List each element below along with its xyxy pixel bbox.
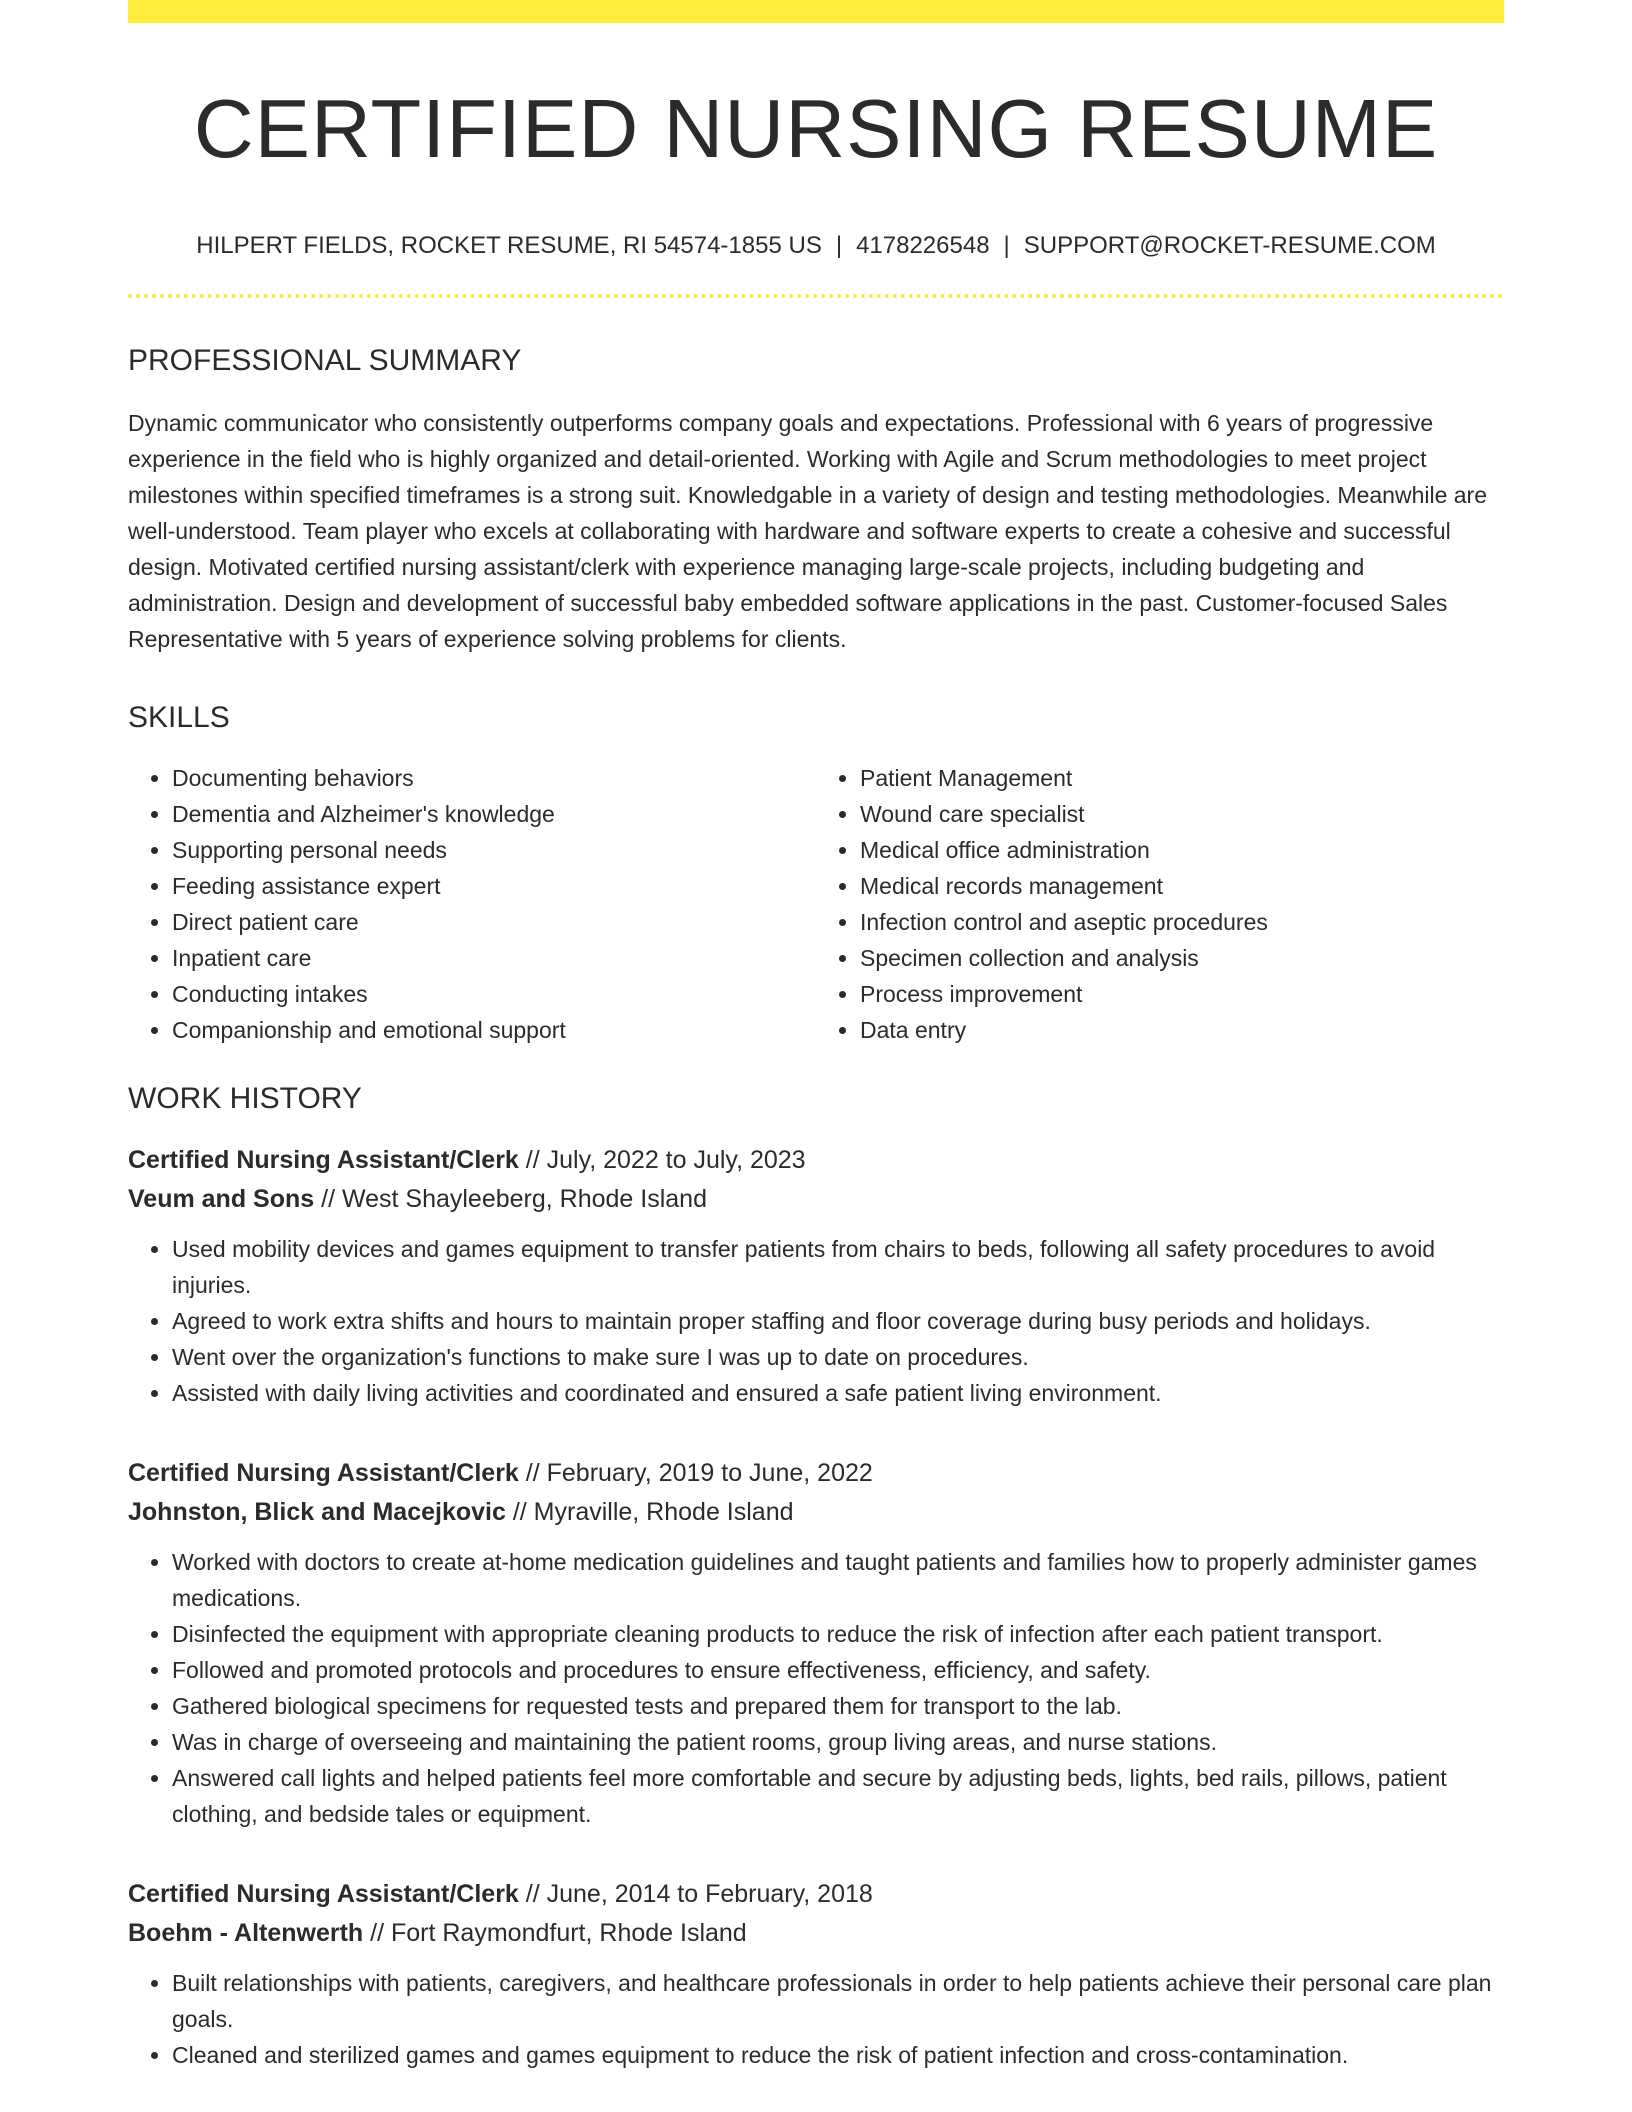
skill-item: • Infection control and aseptic procedures xyxy=(860,904,1504,940)
duty-item: • Disinfected the equipment with appropriate cleaning products to reduce the risk of infection after each patient transport. xyxy=(172,1616,1504,1652)
duty-item: • Was in charge of overseeing and maintaining the patient rooms, group living areas, and nurse stations. xyxy=(172,1724,1504,1760)
job-dates: // July, 2022 to July, 2023 xyxy=(518,1146,806,1174)
job-location: // West Shayleeberg, Rhode Island xyxy=(314,1185,707,1213)
summary-heading: PROFESSIONAL SUMMARY xyxy=(128,344,522,377)
duty-item: • Used mobility devices and games equipment to transfer patients from chairs to beds, following all safety procedures to avoid injuries. xyxy=(172,1231,1504,1303)
duty-item: • Went over the organization's functions to make sure I was up to date on procedures. xyxy=(172,1339,1504,1375)
job-title-line xyxy=(128,1875,1504,1914)
duty-item: • Worked with doctors to create at-home medication guidelines and taught patients and families how to properly administer games medications. xyxy=(172,1544,1504,1616)
job-company-line xyxy=(128,1493,1504,1532)
accent-bar xyxy=(128,0,1504,23)
job-entry xyxy=(128,1454,1504,1832)
skill-item: • Documenting behaviors xyxy=(172,760,816,796)
skills-list-left xyxy=(128,760,816,1048)
skill-item: • Specimen collection and analysis xyxy=(860,940,1504,976)
job-location: // Myraville, Rhode Island xyxy=(505,1498,794,1526)
job-company: Johnston, Blick and Macejkovic xyxy=(128,1498,506,1526)
skill-item: • Inpatient care xyxy=(172,940,816,976)
job-entry xyxy=(128,1875,1504,2073)
skills-heading: SKILLS xyxy=(128,701,230,734)
job-dates: // June, 2014 to February, 2018 xyxy=(518,1880,873,1908)
duty-item: • Cleaned and sterilized games and games equipment to reduce the risk of patient infection and cross-contamination. xyxy=(172,2037,1504,2073)
skill-item: • Supporting personal needs xyxy=(172,832,816,868)
contact-separator: | xyxy=(835,232,843,259)
skill-item: • Feeding assistance expert xyxy=(172,868,816,904)
skill-item: • Wound care specialist xyxy=(860,796,1504,832)
skill-item: • Dementia and Alzheimer's knowledge xyxy=(172,796,816,832)
skill-item: • Data entry xyxy=(860,1012,1504,1048)
duty-item: • Followed and promoted protocols and procedures to ensure effectiveness, efficiency, and safety. xyxy=(172,1652,1504,1688)
job-title: Certified Nursing Assistant/Clerk xyxy=(128,1459,519,1487)
contact-phone: 4178226548 xyxy=(856,232,990,259)
skill-item: • Patient Management xyxy=(860,760,1504,796)
contact-line xyxy=(128,234,1504,258)
job-company-line xyxy=(128,1914,1504,1953)
skill-item: • Process improvement xyxy=(860,976,1504,1012)
job-title: Certified Nursing Assistant/Clerk xyxy=(128,1880,519,1908)
page-title: CERTIFIED NURSING RESUME xyxy=(193,82,1439,175)
job-duties xyxy=(128,1965,1504,2073)
job-title-line xyxy=(128,1141,1504,1180)
job-title: Certified Nursing Assistant/Clerk xyxy=(128,1146,519,1174)
duty-item: • Built relationships with patients, caregivers, and healthcare professionals in order to help patients achieve their personal care plan goals. xyxy=(172,1965,1504,2037)
job-company-line xyxy=(128,1180,1504,1219)
job-company: Veum and Sons xyxy=(128,1185,315,1213)
skill-item: • Medical office administration xyxy=(860,832,1504,868)
resume-page xyxy=(128,0,1504,2073)
job-company: Boehm - Altenwerth xyxy=(128,1919,364,1947)
job-duties xyxy=(128,1231,1504,1411)
header-divider xyxy=(128,294,1504,298)
job-title-line xyxy=(128,1454,1504,1493)
skill-item: • Companionship and emotional support xyxy=(172,1012,816,1048)
skill-item: • Conducting intakes xyxy=(172,976,816,1012)
work-history-heading: WORK HISTORY xyxy=(128,1082,362,1115)
skill-item: • Direct patient care xyxy=(172,904,816,940)
skills-list-right xyxy=(816,760,1504,1048)
job-duties xyxy=(128,1544,1504,1832)
skills-grid xyxy=(128,760,1504,1048)
duty-item: • Assisted with daily living activities and coordinated and ensured a safe patient living environment. xyxy=(172,1375,1504,1411)
contact-separator: | xyxy=(1003,232,1010,259)
contact-email: SUPPORT@ROCKET-RESUME.COM xyxy=(1023,232,1436,259)
job-entry xyxy=(128,1141,1504,1411)
duty-item: • Agreed to work extra shifts and hours to maintain proper staffing and floor coverage during busy periods and holidays. xyxy=(172,1303,1504,1339)
job-location: // Fort Raymondfurt, Rhode Island xyxy=(363,1919,747,1947)
skill-item: • Medical records management xyxy=(860,868,1504,904)
contact-address: HILPERT FIELDS, ROCKET RESUME, RI 54574-1855 US xyxy=(196,232,822,259)
duty-item: • Gathered biological specimens for requested tests and prepared them for transport to the lab. xyxy=(172,1688,1504,1724)
job-dates: // February, 2019 to June, 2022 xyxy=(518,1459,873,1487)
duty-item: • Answered call lights and helped patients feel more comfortable and secure by adjusting beds, lights, bed rails, pillows, patient clothing, and bedside tales or equipment. xyxy=(172,1760,1504,1832)
summary-text: Dynamic communicator who consistently outperforms company goals and expectations. Professional with 6 years of progressive experience in the field who is highly organized and detail-oriented. Working with Agile and Scrum methodologies to meet project milestones within specified timeframes is a strong suit. Knowledgable in a variety of design and testing methodologies. Meanwhile are well-understood. Team player who excels at collaborating with hardware and software experts to create a cohesive and successful design. Motivated certified nursing assistant/clerk with experience managing large-scale projects, including budgeting and administration. Design and development of successful baby embedded software applications in the past. Customer-focused Sales Representative with 5 years of experience solving problems for clients. xyxy=(128,410,1487,652)
